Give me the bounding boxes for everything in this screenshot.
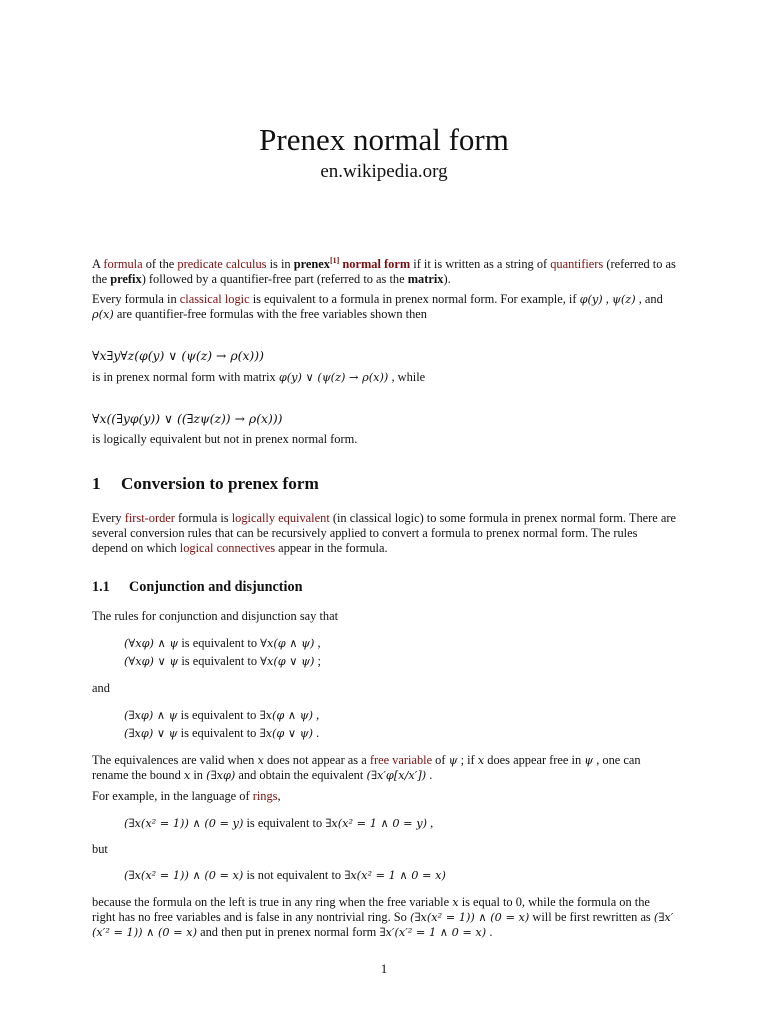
intro-paragraph-2: Every formula in classical logic is equivalent to a formula in prenex normal form. For example, if φ(y) , ψ(z) , and ρ(x) are quantifier-free formulas with the free variables shown then [92,292,663,321]
link-formula[interactable]: formula [103,257,143,271]
link-classical-logic[interactable]: classical logic [179,292,250,306]
link-predicate-calculus[interactable]: predicate calculus [177,257,267,271]
subsection-heading-conjunction-disjunction: 1.1 Conjunction and disjunction [92,579,303,595]
rings-example-not-equivalent: (∃x(x² = 1)) ∧ (0 = x) is not equivalent to ∃x(x² = 1 ∧ 0 = x) [124,868,446,882]
page-source: en.wikipedia.org [320,161,448,182]
because-paragraph: because the formula on the left is true in any ring when the free variable x is equal to 0, while the formula on the right has no free variables and is false in any nontrivial ring. So (∃x(x² = 1)) ∧ (0 = x) will be first rewritten as (∃x′(x′² = 1)) ∧ (0 = x) and then put in prenex normal form ∃x′(x′² = 1 ∧ 0 = x) . [92,895,674,939]
rings-example-intro: For example, in the language of rings, [92,789,281,803]
page-number: 1 [380,961,388,976]
link-free-variable[interactable]: free variable [369,753,433,767]
but-word: but [92,842,108,856]
formula-non-prenex-example: ∀x((∃yφ(y)) ∨ ((∃zψ(z)) → ρ(x))) [92,411,283,426]
rules-intro: The rules for conjunction and disjunction say that [92,609,339,623]
rule-exists-and: (∃xφ) ∧ ψ is equivalent to ∃x(φ ∧ ψ) , [124,708,320,722]
validity-paragraph: The equivalences are valid when x does not appear as a free variable of ψ ; if x does appear free in ψ , one can rename the bound x in (∃xφ) and obtain the equivalent (∃x′φ[x/x′]) . [92,753,641,782]
formula-prenex-example: ∀x∃y∀z(φ(y) ∨ (ψ(z) → ρ(x))) [92,348,264,363]
matrix-sentence: is in prenex normal form with matrix φ(y) ∨ (ψ(z) → ρ(x)) , while [92,370,426,384]
rule-exists-or: (∃xφ) ∨ ψ is equivalent to ∃x(φ ∨ ψ) . [124,726,320,740]
page-title: Prenex normal form [259,122,509,157]
link-logically-equivalent[interactable]: logically equivalent [231,511,330,525]
link-first-order[interactable]: first-order [124,511,175,525]
section-heading-conversion: 1 Conversion to prenex form [92,474,319,493]
link-normal-form[interactable]: normal form [339,257,411,271]
non-prenex-sentence: is logically equivalent but not in prenex normal form. [92,432,358,446]
rule-forall-or: (∀xφ) ∨ ψ is equivalent to ∀x(φ ∨ ψ) ; [124,654,321,668]
and-word: and [92,681,110,695]
rule-forall-and: (∀xφ) ∧ ψ is equivalent to ∀x(φ ∧ ψ) , [124,636,321,650]
link-quantifiers[interactable]: quantifiers [550,257,604,271]
link-logical-connectives[interactable]: logical connectives [179,541,276,555]
conversion-paragraph: Every first-order formula is logically equivalent (in classical logic) to some formula in prenex normal form. There are several conversion rules that can be recursively applied to convert a formula to prenex normal form. The rules depend on which logical connectives appear in the formula. [92,511,677,555]
rings-example-equivalent: (∃x(x² = 1)) ∧ (0 = y) is equivalent to ∃x(x² = 1 ∧ 0 = y) , [124,816,434,830]
intro-paragraph-1: A formula of the predicate calculus is in prenex[1] normal form if it is written as a string of quantifiers (referred to as the prefix) followed by a quantifier-free part (referred to as the matrix). [92,255,676,286]
link-rings[interactable]: rings [252,789,278,803]
footnote-link[interactable]: [1] [329,255,340,265]
